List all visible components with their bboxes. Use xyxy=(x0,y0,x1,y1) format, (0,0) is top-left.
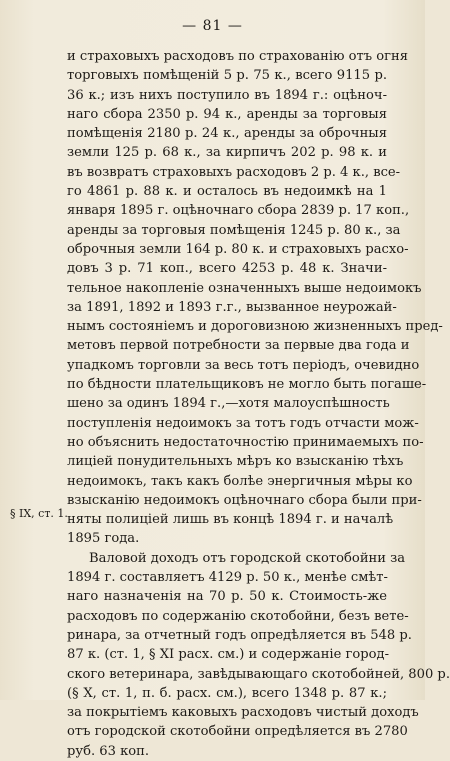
text-line: Валовой доходъ отъ городской скотобойни за xyxy=(89,550,406,566)
body-text xyxy=(67,47,450,761)
text-line: но объяснить недостаточностію принимаемыхъ по- xyxy=(67,434,424,450)
text-line: 87 к. (ст. 1, § XI расх. см.) и содержаніе город- xyxy=(67,647,390,663)
text-line: недоимокъ, такъ какъ болѣе энергичныя мѣры ко xyxy=(67,473,413,489)
text-line: и страховыхъ расходовъ по страхованію отъ огня xyxy=(67,49,409,64)
text-line: довъ 3 р. 71 коп., всего 4253 р. 48 к. Значи- xyxy=(67,261,387,277)
text-line: отъ городской скотобойни опредѣляется въ 2780 xyxy=(67,724,408,740)
text-line: упадкомъ торговли за весь тотъ періодъ, очевидно xyxy=(67,357,420,373)
text-line: ринара, за отчетный годъ опредѣляется въ 548 р. xyxy=(67,627,412,643)
text-line: земли 125 р. 68 к., за кирпичъ 202 р. 98 к. и xyxy=(67,145,387,161)
text-line: шено за одинъ 1894 г.,—хотя малоуспѣшность xyxy=(67,396,390,412)
text-line: взысканію недоимокъ оцѣночнаго сбора были при- xyxy=(67,492,422,508)
text-line: января 1895 г. оцѣночнаго сбора 2839 р. 17 коп., xyxy=(67,203,410,219)
margin-note: § IX, ст. 1. xyxy=(10,507,68,520)
text-line: въ возвратъ страховыхъ расходовъ 2 р. 4 к., все- xyxy=(67,164,401,180)
text-line: 36 к.; изъ нихъ поступило въ 1894 г.: оцѣноч- xyxy=(67,87,387,103)
text-line: аренды за торговыя помѣщенія 1245 р. 80 к., за xyxy=(67,222,401,238)
text-line: помѣщенія 2180 р. 24 к., аренды за оброчныя xyxy=(67,126,387,142)
text-line: за покрытіемъ каковыхъ расходовъ чистый доходъ xyxy=(67,705,419,721)
text-line: наго сбора 2350 р. 94 к., аренды за торговыя xyxy=(67,106,387,122)
text-line: руб. 63 коп. xyxy=(67,743,150,759)
text-line: 1894 г. составляетъ 4129 р. 50 к., менѣе смѣт- xyxy=(67,570,388,586)
text-line: по бѣдности плательщиковъ не могло быть погаше- xyxy=(67,377,427,393)
text-line: (§ X, ст. 1, п. б. расх. см.), всего 1348 р. 87 к.; xyxy=(67,685,387,701)
text-line: нымъ состояніемъ и дороговизною жизненныхъ пред- xyxy=(67,319,443,335)
text-line: няты полиціей лишь въ концѣ 1894 г. и началѣ xyxy=(67,512,394,528)
text-line: торговыхъ помѣщеній 5 р. 75 к., всего 9115 р. xyxy=(67,68,387,84)
text-line: за 1891, 1892 и 1893 г.г., вызванное неурожай- xyxy=(67,299,397,315)
text-line: поступленія недоимокъ за тотъ годъ отчасти мож- xyxy=(67,415,419,431)
text-line: метовъ первой потребности за первые два года и xyxy=(67,338,410,354)
page-number: — 81 — xyxy=(182,18,243,34)
text-line: ского ветеринара, завѣдывающаго скотобойней, 800 р. xyxy=(67,666,450,682)
text-line: наго назначенія на 70 р. 50 к. Стоимость-же xyxy=(67,589,387,605)
text-line: оброчныя земли 164 р. 80 к. и страховыхъ расхо- xyxy=(67,241,409,257)
text-line: тельное накопленіе означенныхъ выше недоимокъ xyxy=(67,280,422,296)
text-line: го 4861 р. 88 к. и осталось въ недоимкѣ на 1 xyxy=(67,184,387,200)
text-line: 1895 года. xyxy=(67,531,140,547)
text-line: лиціей понудительныхъ мѣръ ко взысканію тѣхъ xyxy=(67,454,404,470)
text-line: расходовъ по содержанію скотобойни, безъ вете- xyxy=(67,608,409,624)
